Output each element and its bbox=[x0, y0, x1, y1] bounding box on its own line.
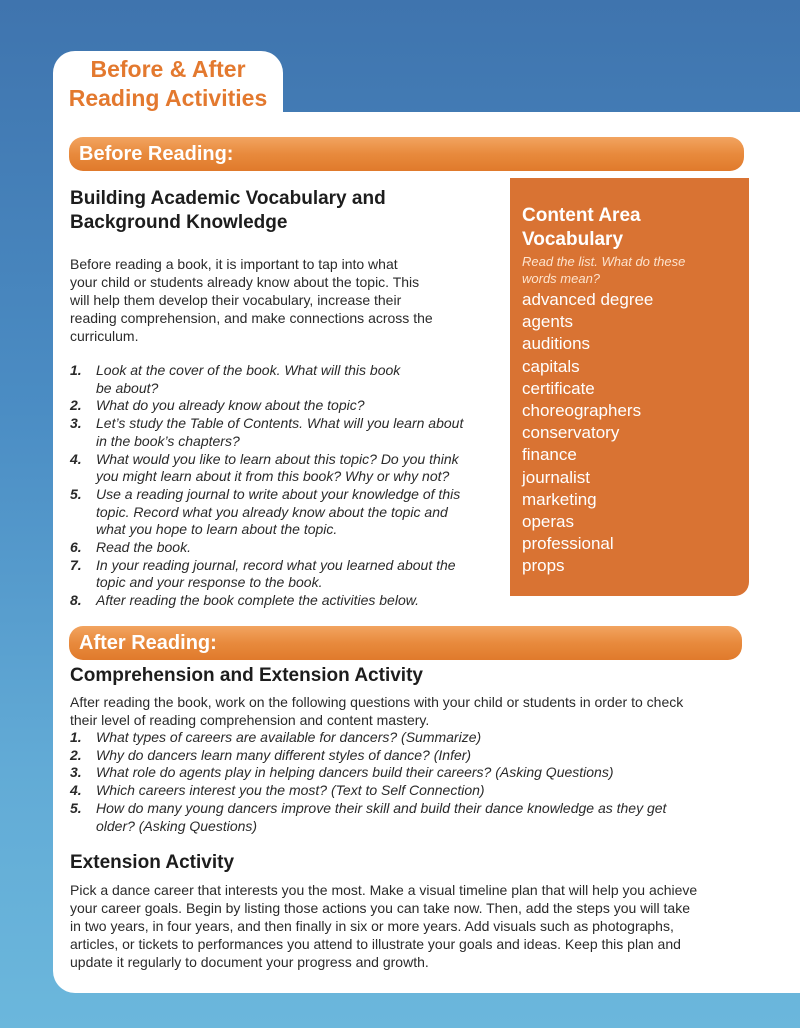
step-text: topic. Record what you already know about the topic and bbox=[96, 503, 448, 520]
after-reading-bar: After Reading: bbox=[69, 626, 742, 660]
vocabulary-word: finance bbox=[522, 445, 577, 465]
page-title-line-2: Reading Activities bbox=[68, 85, 268, 111]
step-text: What would you like to learn about this topic? Do you think bbox=[96, 450, 459, 467]
title-tab bbox=[53, 51, 283, 121]
question-text: Why do dancers learn many different styles of dance? (Infer) bbox=[96, 746, 472, 763]
question-text: How do many young dancers improve their skill and build their dance knowledge as they get bbox=[96, 799, 667, 816]
vocabulary-word: conservatory bbox=[522, 423, 620, 443]
before-intro-line: curriculum. bbox=[70, 328, 139, 344]
before-intro-line: your child or students already know about the topic. This bbox=[70, 274, 420, 290]
list-item bbox=[70, 415, 500, 450]
comprehension-questions-list bbox=[70, 729, 760, 835]
step-text: in the book’s chapters? bbox=[96, 432, 240, 449]
question-number: 1. bbox=[70, 729, 82, 745]
question-number: 4. bbox=[70, 782, 82, 799]
step-text: What do you already know about the topic? bbox=[96, 397, 365, 414]
after-intro-line: After reading the book, work on the following questions with your child or students in order to check bbox=[70, 694, 684, 710]
vocabulary-word: journalist bbox=[522, 467, 591, 487]
list-item bbox=[70, 592, 500, 610]
step-number: 7. bbox=[70, 556, 82, 573]
list-item bbox=[70, 729, 760, 747]
extension-heading: Extension Activity bbox=[70, 852, 235, 873]
before-steps-list bbox=[70, 362, 500, 610]
vocabulary-instructions-line-1: Read the list. What do these bbox=[522, 254, 686, 269]
vocabulary-heading-line-1: Building Academic Vocabulary and bbox=[70, 188, 386, 209]
step-number: 2. bbox=[70, 397, 82, 414]
question-number: 3. bbox=[70, 764, 82, 781]
vocabulary-box-title bbox=[522, 204, 742, 252]
vocabulary-title-line-2: Vocabulary bbox=[522, 229, 624, 250]
step-text: topic and your response to the book. bbox=[96, 574, 323, 591]
step-text: Use a reading journal to write about your knowledge of this bbox=[96, 485, 461, 502]
step-number: 8. bbox=[70, 592, 82, 609]
step-number: 6. bbox=[70, 539, 82, 556]
vocabulary-instructions-line-2: words mean? bbox=[522, 271, 601, 286]
list-item bbox=[70, 397, 500, 415]
extension-line: Pick a dance career that interests you the most. Make a visual timeline plan that will help you achieve bbox=[70, 882, 698, 898]
step-text: In your reading journal, record what you learned about the bbox=[96, 556, 456, 573]
list-item bbox=[70, 486, 500, 539]
question-text: What role do agents play in helping dancers build their careers? (Asking Questions) bbox=[96, 764, 614, 781]
after-intro-line: their level of reading comprehension and content mastery. bbox=[70, 712, 430, 728]
vocabulary-box bbox=[510, 178, 749, 596]
before-reading-bar: Before Reading: bbox=[69, 137, 744, 171]
question-number: 2. bbox=[70, 746, 82, 763]
question-text: What types of careers are available for dancers? (Summarize) bbox=[96, 729, 482, 745]
list-item bbox=[70, 362, 500, 397]
extension-line: your career goals. Begin by listing those actions you can take now. Then, add the steps you will take bbox=[70, 900, 690, 916]
before-intro bbox=[70, 255, 490, 345]
list-item bbox=[70, 782, 760, 800]
extension-text bbox=[70, 881, 765, 971]
list-item bbox=[70, 557, 500, 592]
step-number: 5. bbox=[70, 485, 82, 502]
extension-line: articles, or tickets to performances you attend to illustrate your goals and ideas. Keep this plan and bbox=[70, 936, 681, 952]
vocabulary-heading-line-2: Background Knowledge bbox=[70, 212, 288, 233]
question-text: older? (Asking Questions) bbox=[96, 817, 258, 834]
list-item bbox=[70, 800, 760, 835]
vocabulary-word: props bbox=[522, 556, 565, 576]
step-number: 1. bbox=[70, 362, 82, 378]
step-text: what you hope to learn about the topic. bbox=[96, 521, 338, 538]
vocabulary-word: marketing bbox=[522, 489, 597, 509]
vocabulary-word: certificate bbox=[522, 378, 595, 398]
vocabulary-word: choreographers bbox=[522, 401, 642, 421]
step-text: be about? bbox=[96, 379, 159, 396]
question-text: Which careers interest you the most? (Text to Self Connection) bbox=[96, 782, 485, 799]
vocabulary-list bbox=[522, 289, 653, 578]
step-text: After reading the book complete the activities below. bbox=[96, 592, 419, 609]
vocabulary-word: advanced degree bbox=[522, 290, 654, 309]
before-intro-line: reading comprehension, and make connections across the bbox=[70, 310, 433, 326]
before-intro-line: Before reading a book, it is important to tap into what bbox=[70, 256, 398, 272]
after-intro bbox=[70, 693, 760, 729]
vocabulary-word: professional bbox=[522, 534, 614, 554]
vocabulary-title-line-1: Content Area bbox=[522, 205, 641, 226]
vocabulary-word: auditions bbox=[522, 334, 591, 354]
extension-line: update it regularly to document your progress and growth. bbox=[70, 954, 429, 970]
vocabulary-word: capitals bbox=[522, 356, 580, 376]
question-number: 5. bbox=[70, 799, 82, 816]
page-title-line-1: Before & After bbox=[90, 56, 246, 82]
step-text: Look at the cover of the book. What will this book bbox=[96, 362, 401, 378]
before-intro-line: will help them develop their vocabulary, increase their bbox=[70, 292, 402, 308]
vocabulary-word: operas bbox=[522, 512, 574, 532]
step-text: Let’s study the Table of Contents. What will you learn about bbox=[96, 415, 464, 432]
step-text: you might learn about it from this book? Why or why not? bbox=[96, 468, 450, 485]
vocabulary-word: agents bbox=[522, 312, 574, 332]
page-title bbox=[53, 55, 283, 113]
extension-line: in two years, in four years, and then finally in six or more years. Add visuals such as photographs, bbox=[70, 918, 674, 934]
step-text: Read the book. bbox=[96, 539, 191, 556]
step-number: 4. bbox=[70, 450, 82, 467]
list-item bbox=[70, 451, 500, 486]
vocabulary-heading bbox=[70, 187, 490, 235]
list-item bbox=[70, 747, 760, 765]
list-item bbox=[70, 764, 760, 782]
comprehension-heading: Comprehension and Extension Activity bbox=[70, 665, 423, 686]
vocabulary-instructions bbox=[522, 253, 742, 287]
list-item bbox=[70, 539, 500, 557]
step-number: 3. bbox=[70, 415, 82, 432]
